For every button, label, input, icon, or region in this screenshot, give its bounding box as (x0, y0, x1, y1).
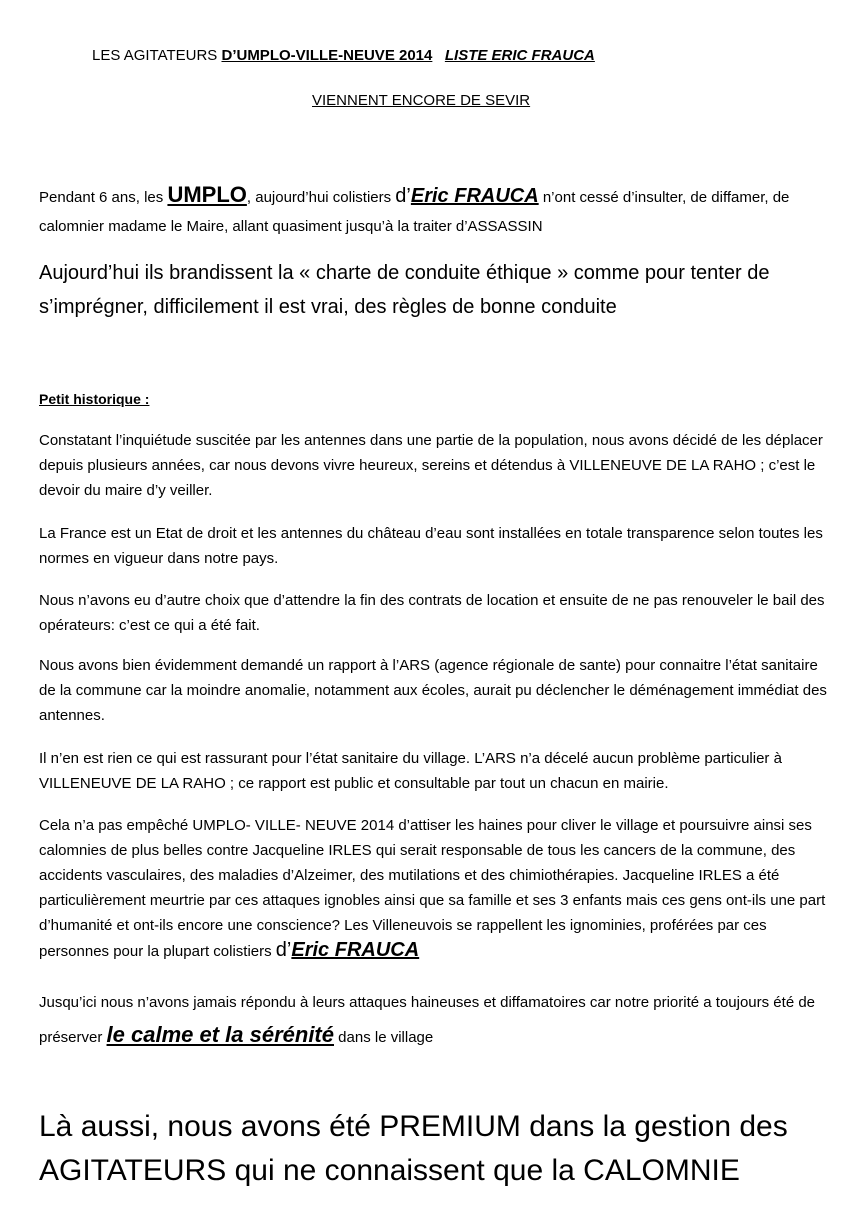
p9-calme: le calme et la sérénité (106, 1022, 334, 1047)
paragraph-contrats: Nous n’avons eu d’autre choix que d’attendre la fin des contrats de location et ensuite de ne pas renouveler le bail des opérateurs: c’est ce qui a été fait. (39, 592, 825, 634)
intro-c: n’ont cessé d’insulter, de diffamer, de calomnier madame le Maire, allant quasiment jusqu’à la traiter d’ASSASSIN (39, 189, 790, 235)
p8-eric: Eric FRAUCA (291, 939, 420, 961)
p8-text: Cela n’a pas empêché UMPLO- VILLE- NEUVE 2014 d’attiser les haines pour cliver le village et poursuivre ainsi ses calomnies de plus belles contre Jacqueline IRLES qui serait responsable de tous les cancers de la commune, des accidents vasculaires, des maladies d’Alzeimer, des mutilations et des chimiothérapies. Jacqueline IRLES a été particulièrement meurtrie par ces attaques ignobles ainsi que sa famille et ses 3 enfants mais ces gens ont-ils une part d’humanité et ont-ils encore une conscience? Les Villeneuvois se rappellent les ignominies, proférées par ces personnes pour la plupart colistiers (39, 817, 826, 960)
title-part2: D’UMPLO-VILLE-NEUVE 2014 (221, 47, 433, 64)
paragraph-rapport-ars: Nous avons bien évidemment demandé un rapport à l’ARS (agence régionale de sante) pour connaitre l’état sanitaire de la commune car la moindre anomalie, notamment aux écoles, aurait pu déclencher le déménagement immédiat des antennes. (39, 657, 827, 724)
intro-d: d’ (395, 185, 411, 207)
intro-paragraph (39, 180, 829, 241)
paragraph-serenite (39, 987, 829, 1054)
conclusion-paragraph: Là aussi, nous avons été PREMIUM dans la gestion des AGITATEURS qui ne connaissent que la CALOMNIE (39, 1110, 788, 1187)
intro-eric: Eric FRAUCA (410, 185, 539, 207)
p9-a: Jusqu’ici nous n’avons jamais répondu à leurs attaques haineuses et diffamatoires car notre priorité a toujours été de préserver (39, 994, 816, 1046)
intro-umplo: UMPLO (167, 182, 247, 207)
paragraph-calomnies (39, 813, 829, 964)
document-title (92, 47, 595, 64)
p9-b: dans le village (334, 1029, 434, 1046)
historique-heading: Petit historique : (39, 391, 150, 407)
intro-a: Pendant 6 ans, les (39, 189, 168, 206)
paragraph-antennes: Constatant l’inquiétude suscitée par les antennes dans une partie de la population, nous avons décidé de les déplacer depuis plusieurs années, car nous devons vivre heureux, sereins et détendus à VILLENEUVE DE LA RAHO ; c’est le devoir du maire d’y veiller. (39, 432, 823, 499)
paragraph-etat-sanitaire: Il n’en est rien ce qui est rassurant pour l’état sanitaire du village. L’ARS n’a décelé aucun problème particulier à VILLENEUVE DE LA RAHO ; ce rapport est public et consultable par tout un chacun en mairie. (39, 750, 782, 792)
title-part3: LISTE ERIC FRAUCA (444, 47, 595, 64)
charte-paragraph: Aujourd’hui ils brandissent la « charte de conduite éthique » comme pour tenter de s’imprégner, difficilement il est vrai, des règles de bonne conduite (39, 262, 770, 318)
document-subtitle: VIENNENT ENCORE DE SEVIR (312, 92, 531, 109)
title-part1: LES AGITATEURS (92, 47, 222, 64)
paragraph-etat-de-droit: La France est un Etat de droit et les antennes du château d’eau sont installées en totale transparence selon toutes les normes en vigueur dans notre pays. (39, 525, 823, 567)
p8-d: d’ (275, 939, 292, 961)
intro-b: , aujourd’hui colistiers (246, 189, 396, 206)
